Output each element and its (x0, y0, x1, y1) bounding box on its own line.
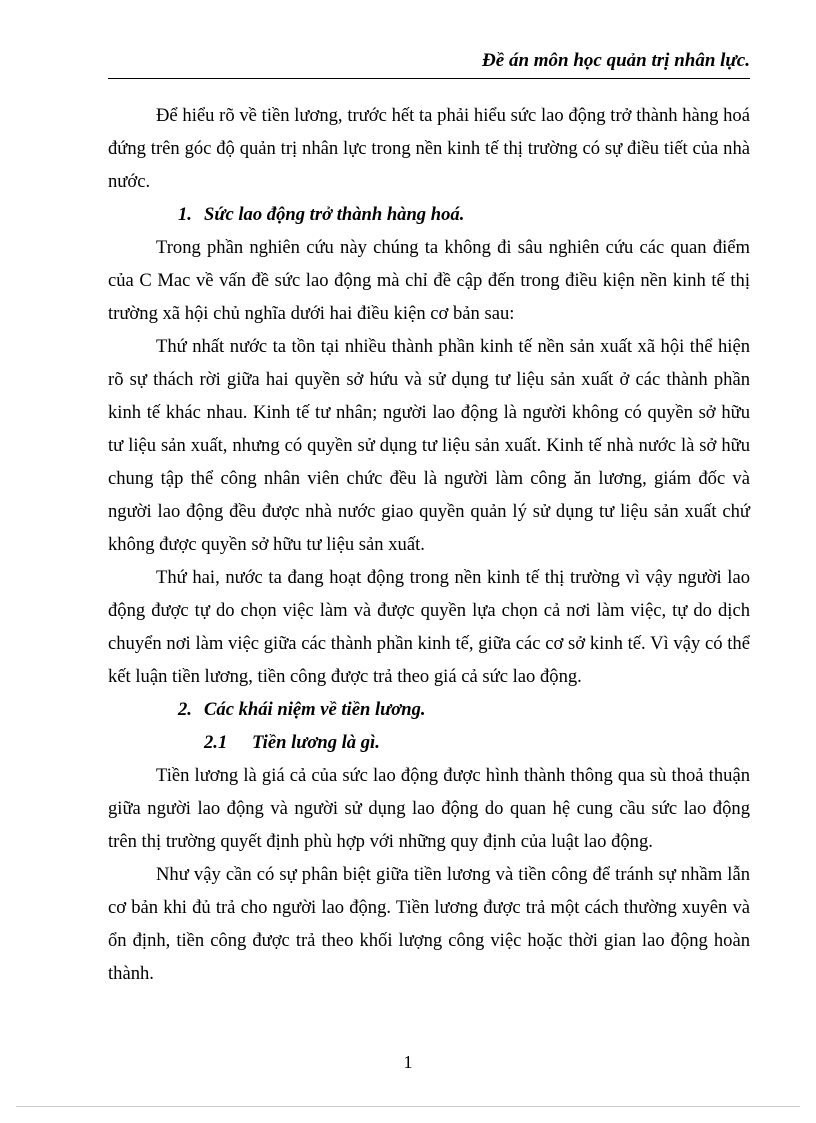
paragraph-2: Thứ nhất nước ta tồn tại nhiều thành phần kinh tế nền sản xuất xã hội thể hiện rõ sự thách rời giữa hai quyền sở hứu và sử dụng tư liệu sản xuất ở các thành phần kinh tế khác nhau. Kinh tế tư nhân; người lao động là người không có quyền sở hữu tư liệu sản xuất, nhưng có quyền sử dụng tư liệu sản xuất. Kinh tế nhà nước là sở hữu chung tập thể công nhân viên chức đều là người làm công ăn lương, giám đốc và người lao động đều được nhà nước giao quyền quản lý sử dụng tư liệu sản xuất chứ không được quyền sở hữu tư liệu sản xuất. (108, 336, 750, 555)
section-2-title: Các khái niệm về tiền lương. (204, 699, 426, 720)
section-2-1-heading (108, 726, 750, 759)
intro-paragraph: Để hiểu rõ về tiền lương, trước hết ta phải hiểu sức lao động trở thành hàng hoá đứng trên góc độ quản trị nhân lực trong nền kinh tế thị trường có sự điều tiết của nhà nước. (108, 105, 750, 192)
paragraph-4: Tiền lương là giá cả của sức lao động được hình thành thông qua sù thoả thuận giữa người lao động và người sử dụng lao động do quan hệ cung cầu sức lao động trên thị trường quyết định phù hợp với những quy định của luật lao động. (108, 765, 750, 852)
section-1-title: Sức lao động trở thành hàng hoá. (204, 204, 465, 225)
document-body (108, 99, 750, 990)
document-title: Đề án môn học quản trị nhân lực. (482, 50, 750, 71)
section-2-heading (108, 693, 750, 726)
section-2-1-number: 2.1 (204, 732, 228, 753)
footer-divider (16, 1106, 800, 1107)
page-header (108, 48, 750, 79)
section-1-heading (108, 198, 750, 231)
page-number: 1 (403, 1052, 413, 1072)
paragraph-1: Trong phần nghiên cứu này chúng ta không đi sâu nghiên cứu các quan điểm của C Mac về vấn đề sức lao động mà chỉ đề cập đến trong điều kiện nền kinh tế thị trường xã hội chủ nghĩa dưới hai điều kiện cơ bản sau: (108, 237, 750, 324)
paragraph-3: Thứ hai, nước ta đang hoạt động trong nền kinh tế thị trường vì vậy người lao động được tự do chọn việc làm và được quyền lựa chọn cả nơi làm việc, tự do dịch chuyển nơi làm việc giữa các thành phần kinh tế, giữa các cơ sở kinh tế. Vì vậy có thể kết luận tiền lương, tiền công được trả theo giá cả sức lao động. (108, 567, 750, 687)
section-2-number: 2. (178, 699, 192, 720)
paragraph-5: Như vậy cần có sự phân biệt giữa tiền lương và tiền công để tránh sự nhầm lẫn cơ bản khi đủ trả cho người lao động. Tiền lương được trả một cách thường xuyên và ổn định, tiền công được trả theo khối lượng công việc hoặc thời gian lao động hoàn thành. (108, 864, 750, 984)
section-1-number: 1. (178, 204, 192, 225)
section-2-1-title: Tiền lương là gì. (252, 732, 380, 753)
